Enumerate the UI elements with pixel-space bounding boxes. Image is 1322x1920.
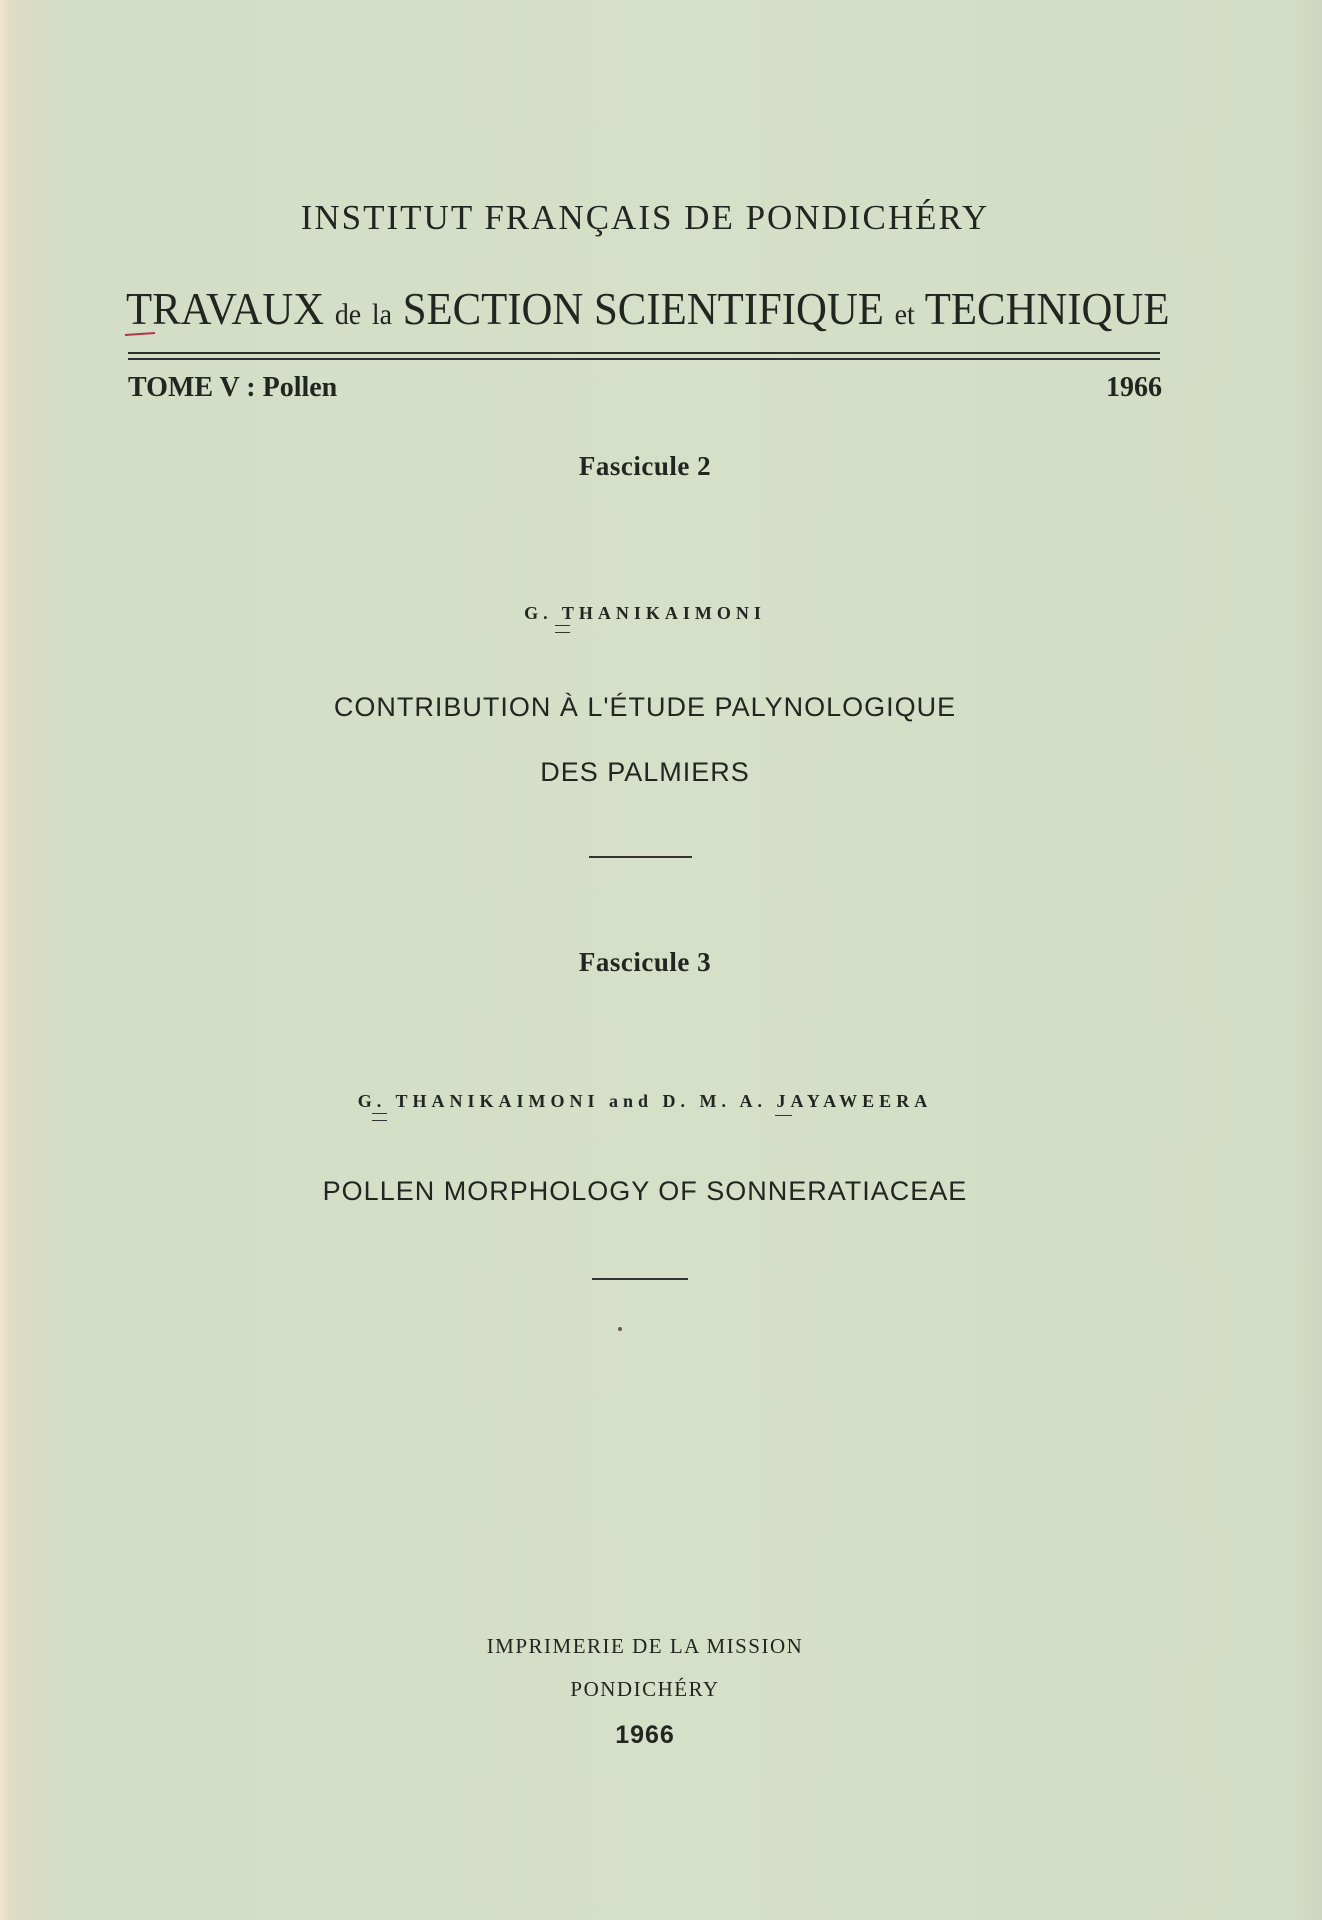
publication-year: 1966 — [1106, 372, 1162, 403]
header-rule-bottom — [128, 358, 1160, 360]
series-part-la: la — [371, 298, 392, 331]
fascicule-3-label: Fascicule 3 — [578, 947, 712, 977]
fascicule-2-title-line1: CONTRIBUTION À L'ÉTUDE PALYNOLOGIQUE — [333, 692, 957, 722]
series-part-et: et — [894, 298, 915, 331]
fascicule-2-author: G. THANIKAIMONI — [524, 603, 766, 623]
tome-label: TOME V : Pollen — [128, 372, 338, 403]
imprint-year: 1966 — [615, 1721, 675, 1749]
series-part-travaux: TRAVAUX — [126, 283, 325, 334]
series-title — [126, 282, 1169, 335]
institute-name: INSTITUT FRANÇAIS DE PONDICHÉRY — [300, 198, 990, 237]
author-underline-mark-2 — [372, 1113, 387, 1121]
author-underline-mark — [555, 625, 570, 633]
section-divider-1 — [589, 856, 692, 858]
fascicule-3-authors: G. THANIKAIMONI and D. M. A. JAYAWEERA — [357, 1091, 933, 1111]
series-part-de: de — [334, 298, 362, 331]
series-part-section: SECTION SCIENTIFIQUE — [402, 283, 884, 334]
section-divider-2 — [592, 1278, 688, 1280]
paper-speck — [618, 1327, 622, 1331]
fascicule-2-title-line2: DES PALMIERS — [540, 757, 750, 787]
header-rule-top — [128, 352, 1160, 354]
imprint-printer: IMPRIMERIE DE LA MISSION — [486, 1634, 804, 1658]
series-part-technique: TECHNIQUE — [924, 283, 1170, 334]
fascicule-2-label: Fascicule 2 — [578, 451, 712, 481]
imprint-city: PONDICHÉRY — [570, 1677, 720, 1701]
author-underline-mark-3 — [775, 1115, 792, 1116]
fascicule-3-title: POLLEN MORPHOLOGY OF SONNERATIACEAE — [322, 1176, 968, 1206]
